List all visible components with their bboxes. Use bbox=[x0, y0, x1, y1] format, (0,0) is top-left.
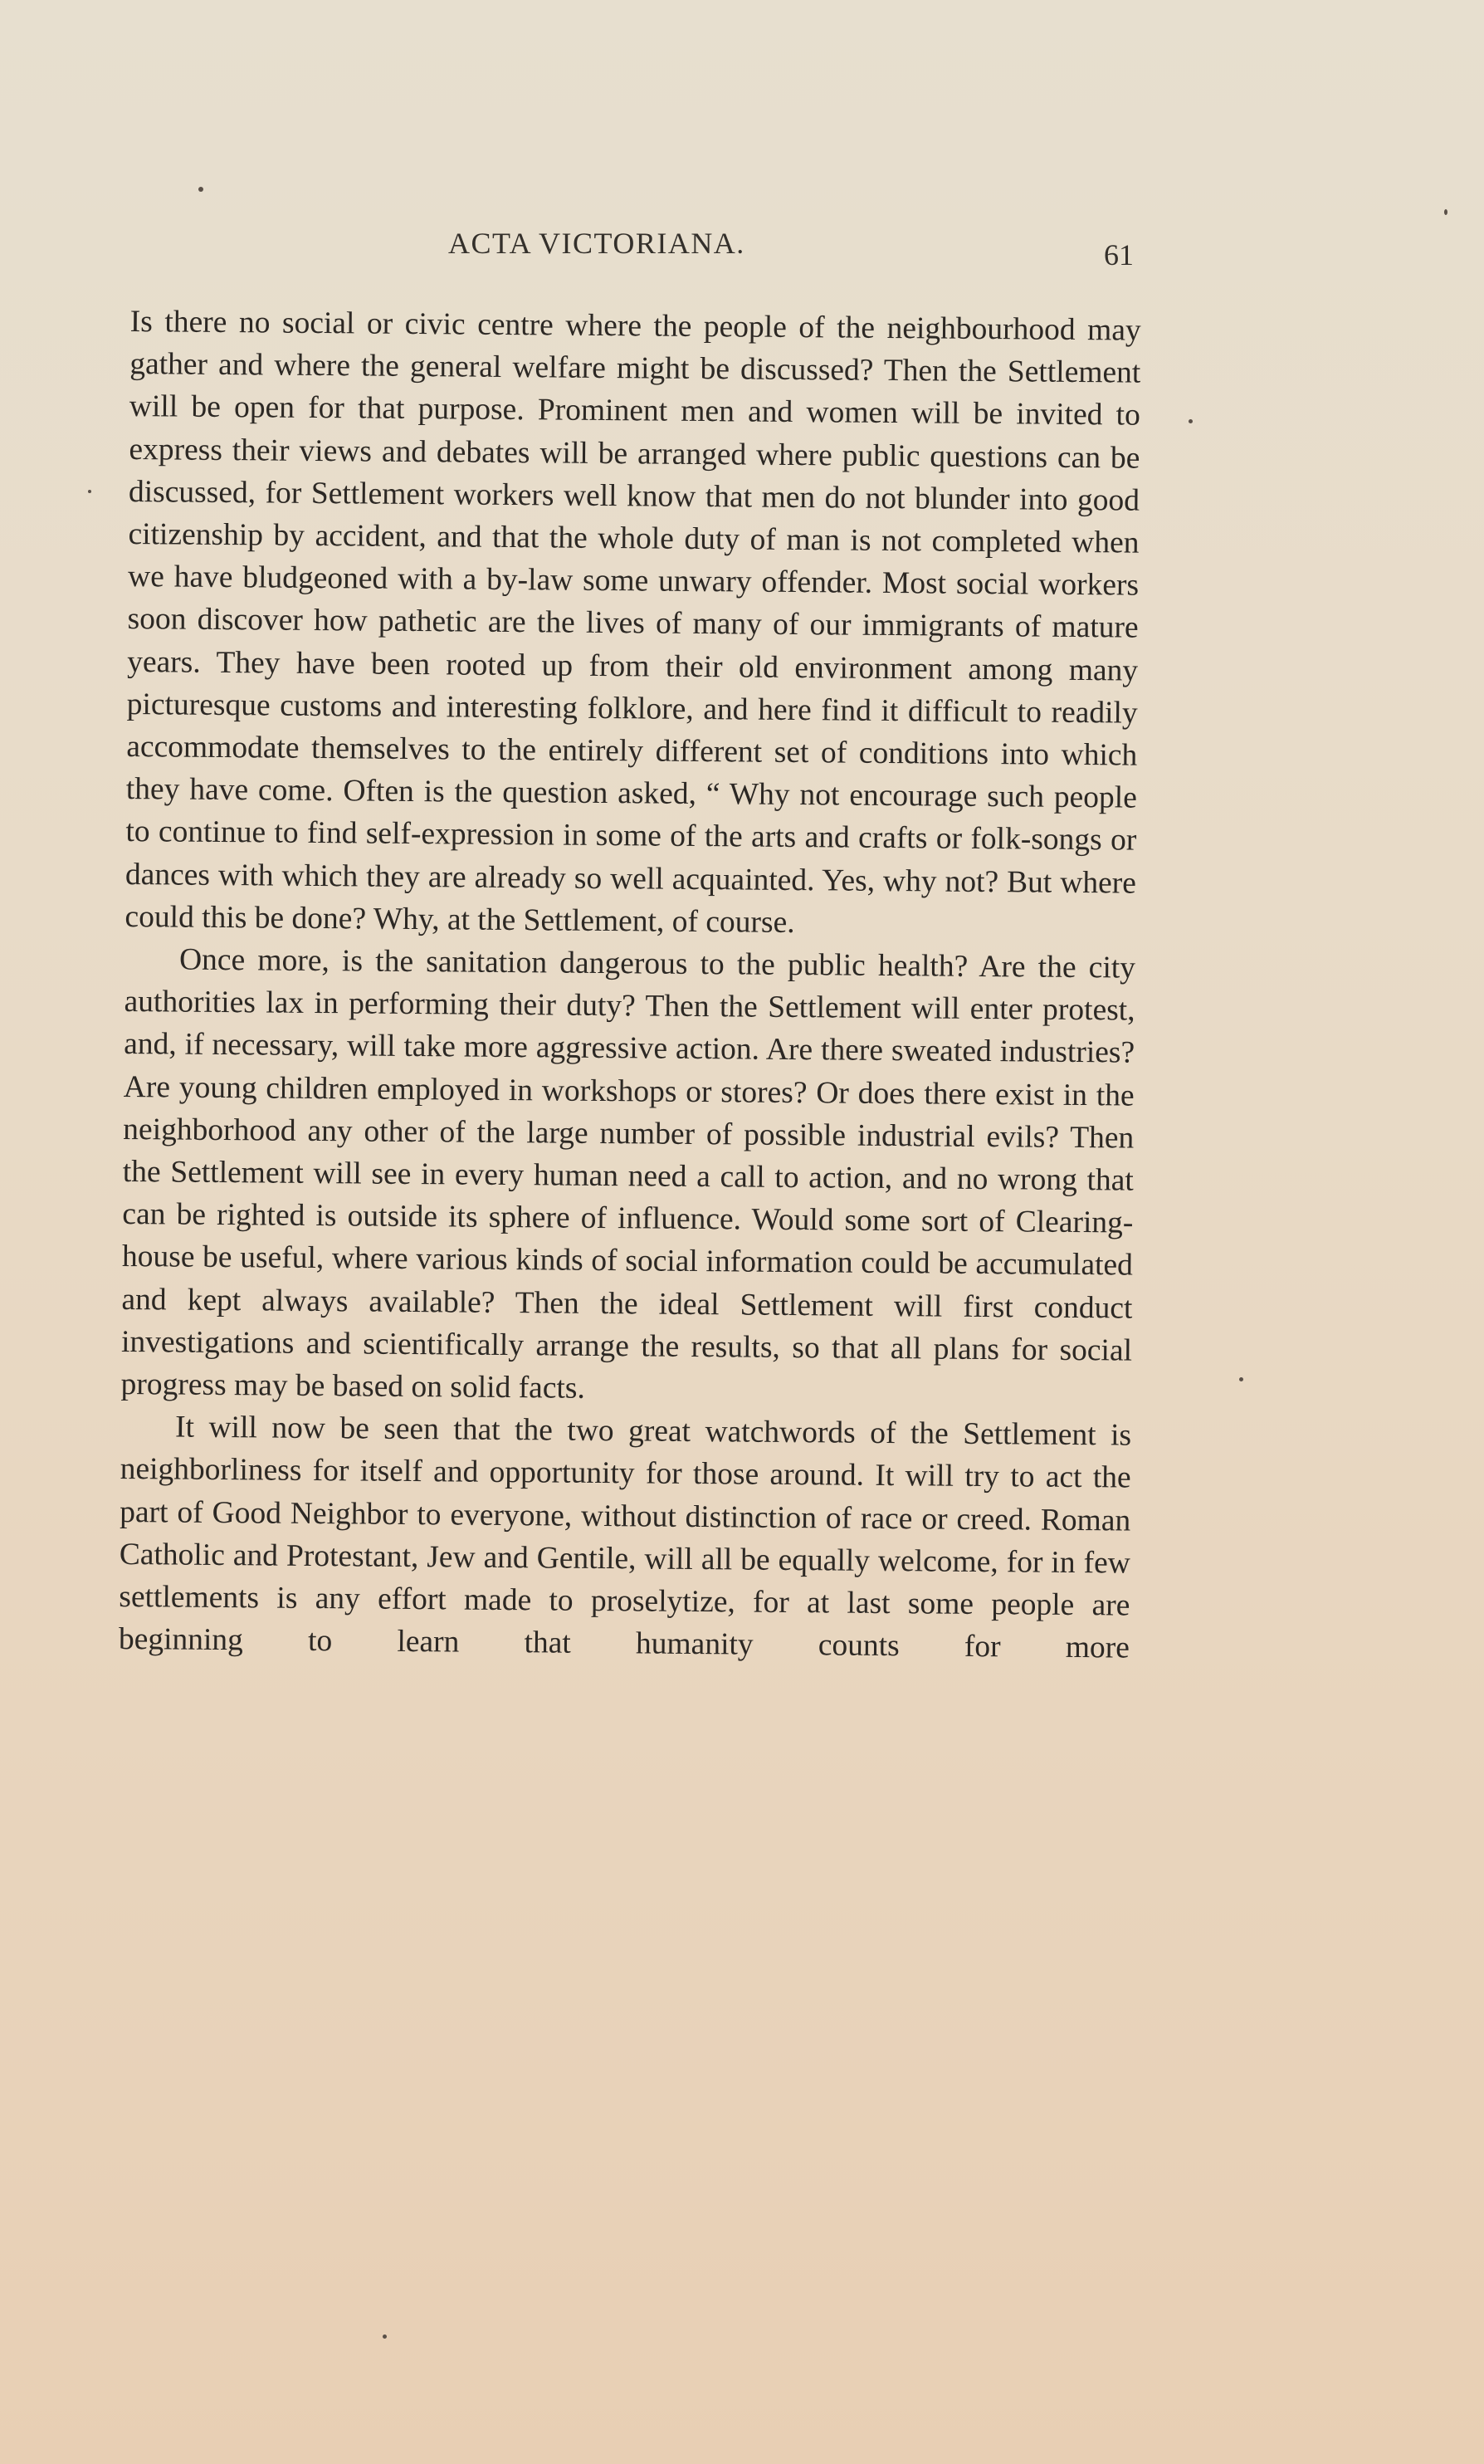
paper-speck bbox=[1189, 419, 1193, 423]
paper-speck bbox=[383, 2334, 387, 2339]
page-number: 61 bbox=[1104, 238, 1134, 271]
paper-speck bbox=[1239, 1377, 1243, 1381]
running-title: ACTA VICTORIANA. bbox=[448, 227, 745, 260]
paper-speck bbox=[88, 490, 91, 493]
body-text bbox=[119, 301, 1141, 1670]
paragraph-2: Once more, is the sanitation dangerous to the public health? Are the city authorities lax in performing their duty? Then the Settlement will enter protest, and, if necessary, will take more aggressive action. Are there sweated industries? Are young children employed in workshops or stores? Or does there exist in the neighborhood any other of the large number of possible industrial evils? Then the Settlement will see in every human need a call to action, and no wrong that can be righted is outside its sphere of influence. Would some sort of Clearing-house be useful, where various kinds of social information could be accumulated and kept always available? Then the ideal Settlement will first conduct investigations and scientifically arrange the results, so that all plans for social progress may be based on solid facts. bbox=[120, 942, 1136, 1406]
paragraph-3: It will now be seen that the two great watchwords of the Settlement is neighborliness for itself and opportunity for those around. It will try to act the part of Good Neighbor to everyone, without distinction of race or creed. Roman Catholic and Protestant, Jew and Gentile, will all be equally welcome, for in few settlements is any effort made to proselytize, for at last some people are beginning to learn that humanity counts for more bbox=[118, 1410, 1132, 1665]
paper-speck bbox=[1444, 209, 1447, 215]
paragraph-1: Is there no social or civic centre where the people of the neighbourhood may gather and where the general welfare might be discussed? Then the Settlement will be open for that purpose. Prominent men and women will be invited to express their views and debates will be arranged where public questions can be discussed, for Settlement workers well know that men do not blunder into good citizenship by accident, and that the whole duty of man is not completed when we have bludgeoned with a by-law some unwary offender. Most social workers soon discover how pathetic are the lives of many of our immigrants of mature years. They have been rooted up from their old environment among many picturesque customs and interesting folklore, and here find it difficult to readily accommodate themselves to the entirely different set of conditions into which they have come. Often is the question asked, “ Why not encourage such people to continue to find self-expression in some of the arts and crafts or folk-songs or dances with which they are already so well acquainted. Yes, why not? But where could this be done? Why, at the Settlement, of course. bbox=[124, 304, 1141, 940]
paper-speck bbox=[198, 187, 203, 192]
